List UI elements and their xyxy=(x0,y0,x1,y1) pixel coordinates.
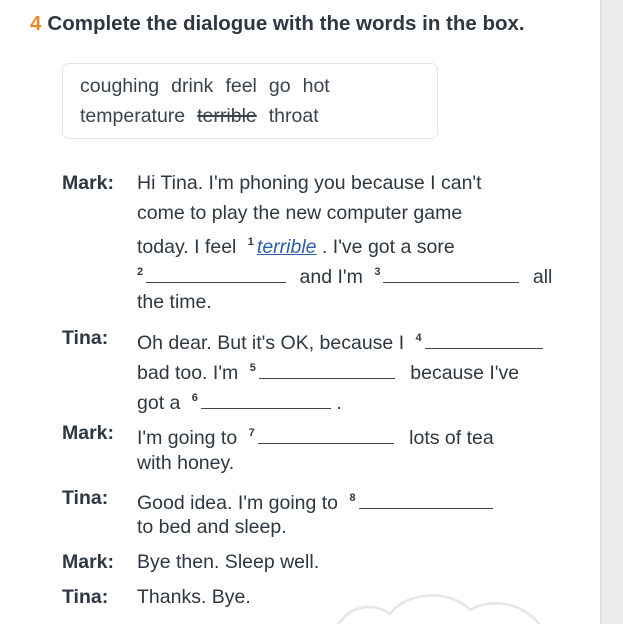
line-text: today. I feel xyxy=(137,236,237,258)
line-text: because I've xyxy=(410,362,520,384)
word-item: coughing xyxy=(80,75,160,97)
dialogue-line: to bed and sleep. xyxy=(137,516,287,538)
word-item-struck: terrible xyxy=(197,105,257,127)
answer-gap-2[interactable] xyxy=(146,264,286,283)
answer-gap-7[interactable] xyxy=(258,425,394,444)
speaker-label: Mark: xyxy=(62,551,115,573)
cloud-illustration-icon xyxy=(330,592,560,624)
line-text: got a xyxy=(137,392,181,414)
answer-gap-8[interactable] xyxy=(359,490,493,509)
word-item: hot xyxy=(302,75,330,97)
dialogue-line xyxy=(137,421,494,450)
answer-gap-3[interactable] xyxy=(383,264,519,283)
answer-gap-1[interactable]: terrible xyxy=(256,236,317,258)
word-row-1 xyxy=(80,75,342,98)
line-text: Oh dear. But it's OK, because I xyxy=(137,332,405,354)
line-text: bad too. I'm xyxy=(137,362,239,384)
dialogue-line: with honey. xyxy=(137,452,235,474)
line-text: lots of tea xyxy=(409,427,494,449)
answer-gap-6[interactable] xyxy=(201,390,331,409)
speaker-label: Mark: xyxy=(62,422,115,444)
gap-number: 5 xyxy=(249,362,256,374)
word-row-2 xyxy=(80,105,331,128)
line-text: and I'm xyxy=(299,266,363,288)
line-text: . I've got a sore xyxy=(321,236,455,258)
speaker-label: Tina: xyxy=(62,327,109,349)
dialogue-line xyxy=(137,326,543,355)
word-item: go xyxy=(268,75,291,97)
exercise-number: 4 xyxy=(30,12,42,35)
dialogue-line: Thanks. Bye. xyxy=(137,586,251,608)
dialogue-line xyxy=(137,230,455,259)
dialogue-line xyxy=(137,386,342,415)
gap-number: 6 xyxy=(191,392,198,404)
gap-number: 8 xyxy=(349,492,356,504)
word-item: temperature xyxy=(80,105,186,127)
page-gutter xyxy=(600,0,623,624)
gap-number: 7 xyxy=(248,427,255,439)
page-edge xyxy=(600,0,602,624)
dialogue-line xyxy=(137,260,552,289)
speaker-label: Tina: xyxy=(62,487,109,509)
dialogue-line xyxy=(137,486,493,515)
line-text: . xyxy=(336,392,342,414)
answer-gap-4[interactable] xyxy=(425,330,543,349)
dialogue-line: come to play the new computer game xyxy=(137,202,463,224)
gap-number: 4 xyxy=(415,332,422,344)
word-item: drink xyxy=(171,75,214,97)
dialogue-line: Hi Tina. I'm phoning you because I can't xyxy=(137,172,482,194)
word-item: throat xyxy=(268,105,319,127)
speaker-label: Mark: xyxy=(62,172,115,194)
dialogue-line xyxy=(137,356,519,385)
line-text: I'm going to xyxy=(137,427,238,449)
exercise-heading xyxy=(30,12,525,36)
speaker-label: Tina: xyxy=(62,586,109,608)
line-text: Good idea. I'm going to xyxy=(137,492,339,514)
gap-number: 1 xyxy=(247,236,254,248)
exercise-instruction: Complete the dialogue with the words in the box. xyxy=(47,12,525,35)
line-text: all xyxy=(532,266,553,288)
gap-number: 3 xyxy=(374,266,381,278)
dialogue-line: Bye then. Sleep well. xyxy=(137,551,320,573)
gap-number: 2 xyxy=(137,266,144,278)
dialogue-line: the time. xyxy=(137,291,212,313)
word-item: feel xyxy=(225,75,257,97)
answer-gap-5[interactable] xyxy=(259,360,395,379)
word-box xyxy=(62,63,438,139)
